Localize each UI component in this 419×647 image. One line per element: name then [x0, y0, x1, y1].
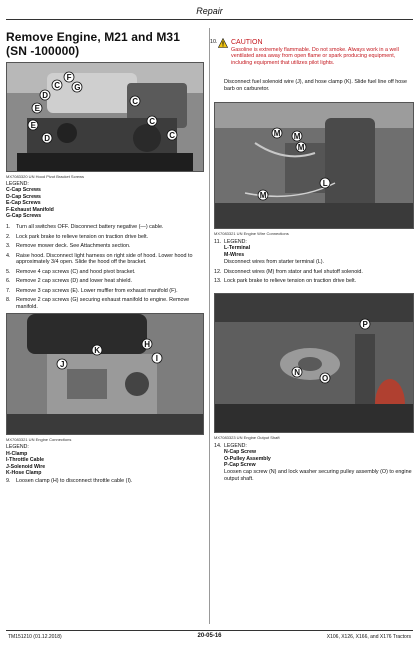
callout: M: [273, 128, 281, 138]
steps-list-11-13: [214, 239, 414, 285]
step-item: [214, 278, 414, 285]
callout: E: [30, 120, 36, 130]
step-number: 10.: [210, 39, 218, 45]
step-body: [224, 443, 414, 483]
step-text: Remove 4 cap screws (C) and hood pivot bracket.: [16, 268, 136, 275]
legend-item: H-Clamp: [6, 450, 28, 457]
legend-item: J-Solenoid Wire: [6, 463, 46, 470]
legend-title: LEGEND:: [224, 442, 247, 449]
steps-list-1-8: [6, 224, 204, 310]
warning-triangle-icon: [218, 38, 228, 48]
page-header: [0, 0, 419, 22]
column-divider: [209, 28, 210, 624]
step-item: [6, 224, 204, 231]
step-item: [214, 443, 414, 483]
callout: E: [34, 103, 40, 113]
callout: F: [66, 72, 72, 82]
footer-rule: [6, 630, 413, 631]
photo1-caption-id: MX7083320 UN Hood Pivot Bracket Screws: [6, 174, 85, 179]
caution-title: CAUTION: [231, 39, 263, 46]
legend-item: E-Cap Screws: [6, 200, 41, 207]
callout: O: [322, 373, 329, 383]
callout: C: [149, 116, 156, 126]
caution-box: [210, 36, 414, 74]
photo-engine-output-shaft: [214, 293, 414, 433]
photo2-legend: [6, 444, 204, 476]
callout: K: [94, 346, 101, 356]
step-number: 11.: [214, 239, 222, 245]
step-item: [6, 253, 204, 266]
step-number: 13.: [214, 278, 222, 285]
step-text: Loosen clamp (H) to disconnect throttle cable (I).: [16, 478, 133, 485]
callout: J: [60, 360, 65, 370]
callout: C: [132, 96, 139, 106]
step-14: [214, 443, 414, 483]
step-text: Lock park brake to relieve tension on traction drive belt.: [16, 233, 149, 240]
section-title: Remove Engine, M21 and M31 (SN -100000): [6, 30, 180, 58]
legend-item: G-Cap Screws: [6, 213, 42, 220]
step-number: 1.: [6, 224, 11, 231]
step-number: 9.: [6, 478, 11, 485]
header-rule: [6, 19, 413, 20]
step-item: [214, 269, 414, 276]
step-item: [6, 478, 204, 485]
legend-item: P-Cap Screw: [224, 461, 256, 468]
step-text: Disconnect wires from starter terminal (L).: [224, 259, 325, 266]
step-text: Disconnect wires (M) from stator and fuel shutoff solenoid.: [224, 268, 363, 275]
legend-item: C-Cap Screws: [6, 187, 41, 194]
step-item: [6, 297, 204, 310]
callout: L: [322, 178, 328, 188]
footer-doc-id: TM151210 (01.12.2018): [8, 634, 62, 640]
callout: H: [144, 340, 151, 350]
callout: D: [42, 90, 49, 100]
callout: M: [293, 131, 301, 141]
step-item: [6, 278, 204, 285]
step-text: Remove 2 cap screws (D) and lower heat shield.: [16, 278, 132, 285]
callout: G: [74, 82, 81, 92]
legend-item: N-Cap Screw: [224, 449, 256, 456]
photo-hood-pivot-bracket: [6, 62, 204, 172]
legend-item: D-Cap Screws: [6, 193, 41, 200]
left-column: [6, 30, 204, 488]
callout: C: [54, 80, 61, 90]
page-footer: [0, 630, 419, 644]
photo3-caption-id: MX7083321 UN Engine Wire Connections: [214, 231, 289, 236]
step-text: Disconnect fuel solenoid wire (J), and hose clamp (K). Slide fuel line off hose barb on carburetor.: [224, 79, 407, 92]
photo4-caption-id: MX7083323 UN Engine Output Shaft: [214, 434, 280, 440]
legend-item: O-Pulley Assembly: [224, 455, 271, 462]
step-text: Remove 3 cap screws (E). Lower muffler from exhaust manifold (F).: [16, 287, 178, 294]
callout: C: [169, 130, 176, 140]
step-9: [6, 478, 204, 485]
photo-engine-wire-connections: [214, 102, 414, 229]
step-text: Remove mower deck. See Attachments section.: [16, 243, 131, 250]
step-text: Raise hood. Disconnect light harness on right side of hood. Lower hood to approximately 3/4 open. Slide the hood off the bracket.: [16, 252, 193, 266]
right-column: [210, 30, 414, 485]
step-number: 5.: [6, 268, 11, 275]
legend-item: K-Hose Clamp: [6, 470, 42, 477]
step-number: 4.: [6, 252, 11, 259]
step-text: Lock park brake to relieve tension on traction drive belt.: [224, 278, 357, 285]
step-text: Remove 2 cap screws (G) securing exhaust manifold to engine. Remove manifold.: [16, 297, 190, 310]
photo-engine-connections: [6, 313, 204, 435]
step-item: [6, 234, 204, 241]
callout: M: [259, 190, 267, 200]
legend-title: LEGEND:: [224, 239, 247, 245]
footer-page-number: 20-05-16: [197, 633, 222, 639]
step-item: [6, 243, 204, 250]
header-title: Repair: [196, 6, 223, 16]
legend-item: F-Exhaust Manifold: [6, 206, 54, 213]
callout: I: [155, 354, 159, 364]
step-body: [224, 239, 414, 266]
callout: N: [294, 367, 301, 377]
legend-item: M-Wires: [224, 251, 245, 258]
step-number: 8.: [6, 297, 11, 304]
step-number: 6.: [6, 278, 11, 285]
step-text: Turn all switches OFF. Disconnect battery negative (—) cable.: [16, 224, 164, 231]
step-10-text: [214, 79, 414, 92]
footer-models: X106, X126, X166, and X176 Tractors: [326, 634, 411, 640]
callout: D: [44, 133, 51, 143]
photo4-legend: [224, 443, 414, 469]
callout: M: [297, 142, 305, 152]
step-number: 2.: [6, 233, 11, 240]
legend-item: I-Throttle Cable: [6, 457, 45, 464]
step-text: Loosen cap screw (N) and lock washer securing pulley assembly (O) to engine output shaft.: [224, 469, 412, 482]
step-number: 7.: [6, 287, 11, 294]
photo2-caption-id: MX7083321 UN Engine Connections: [6, 437, 72, 443]
callout: P: [362, 319, 368, 329]
step-item: [6, 269, 204, 276]
legend-title: LEGEND:: [6, 181, 29, 187]
step-item: [6, 288, 204, 295]
photo1-legend: [6, 181, 204, 219]
step-item: [214, 239, 414, 266]
step-item: [224, 79, 414, 92]
step-number: 14.: [214, 442, 222, 449]
legend-title: LEGEND:: [6, 444, 29, 451]
photo3-legend: [224, 239, 414, 258]
step-number: 3.: [6, 243, 11, 250]
caution-text: Gasoline is extremely flammable. Do not smoke. Always work in a well ventilated area away from open flame or spark producing equipment, including equipment that utilizes pilot lights.: [231, 47, 399, 66]
step-number: 12.: [214, 268, 222, 275]
legend-item: L-Terminal: [224, 245, 251, 252]
